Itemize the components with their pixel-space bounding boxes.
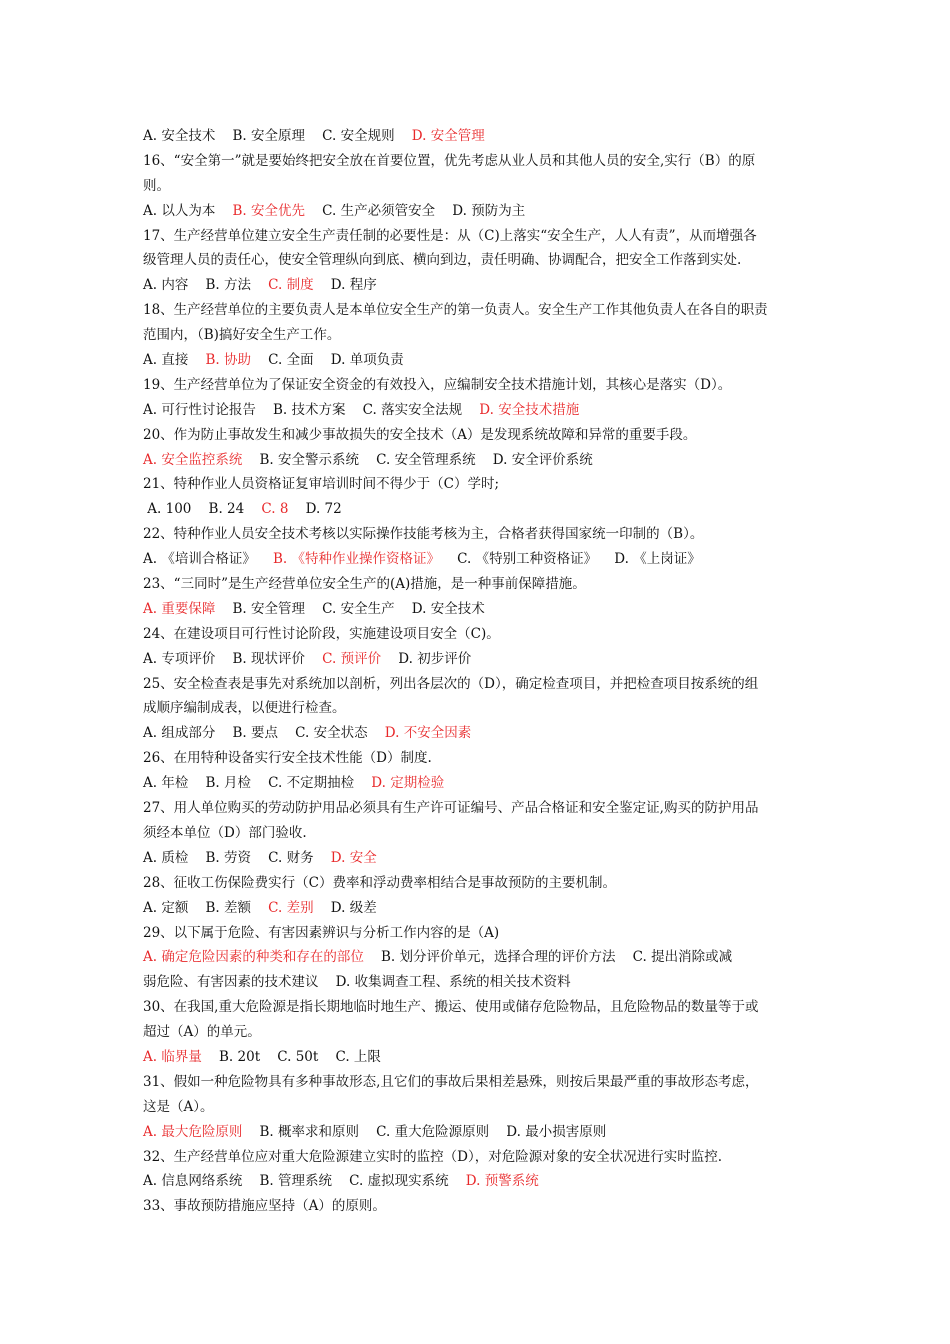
answer-text: D. 不安全因素 [384, 725, 472, 742]
text-line [143, 398, 823, 423]
text-segment: A. 内容 B. 方法 [143, 277, 269, 294]
answer-text: C. 预评价 [322, 650, 382, 667]
text-line [143, 572, 823, 597]
text-segment: B. 划分评价单元，选择合理的评价方法 C. 提出消除或减 [363, 949, 733, 966]
answer-text: A. 安全监控系统 [143, 451, 243, 468]
text-segment: 须经本单位（D）部门验收. [143, 824, 307, 841]
text-segment: C. 生产必须管安全 D. 预防为主 [305, 202, 526, 219]
text-segment: 24、在建设项目可行性讨论阶段，实施建设项目安全（C)。 [143, 625, 500, 642]
text-line [143, 323, 823, 348]
answer-text: A. 重要保障 [143, 600, 216, 617]
text-line [143, 522, 823, 547]
text-segment: 25、安全检查表是事先对系统加以剖析，列出各层次的（D），确定检查项目，并把检查项目按系统的组 [143, 675, 759, 692]
answer-text: D. 安全技术措施 [479, 401, 580, 418]
text-segment: 22、特种作业人员安全技术考核以实际操作技能考核为主，合格者获得国家统一印制的（B）。 [143, 526, 704, 543]
text-segment: A. 可行性讨论报告 B. 技术方案 C. 落实安全法规 [143, 401, 480, 418]
answer-text: B. 协助 [205, 352, 252, 369]
text-segment: D. 级差 [313, 899, 377, 916]
text-line [143, 472, 823, 497]
text-line [143, 647, 823, 672]
text-line [143, 373, 823, 398]
text-line [143, 970, 823, 995]
text-segment: A. 直接 [143, 352, 206, 369]
text-line [143, 348, 823, 373]
text-segment: B. 概率求和原则 C. 重大危险源原则 D. 最小损害原则 [242, 1123, 607, 1140]
text-segment: A. 组成部分 B. 要点 C. 安全状态 [143, 725, 385, 742]
text-line [143, 945, 823, 970]
text-segment: 弱危险、有害因素的技术建议 D. 收集调查工程、系统的相关技术资料 [143, 974, 571, 991]
text-line [143, 174, 823, 199]
text-line [143, 622, 823, 647]
text-line [143, 1169, 823, 1194]
answer-text: B. 《特种作业操作资格证》 [273, 551, 441, 568]
text-line [143, 497, 823, 522]
answer-text: D. 预警系统 [465, 1173, 539, 1190]
text-segment: 范围内，（B)搞好安全生产工作。 [143, 327, 341, 344]
answer-text: C. 制度 [268, 277, 314, 294]
text-segment: D. 初步评价 [381, 650, 472, 667]
text-segment: 27、用人单位购买的劳动防护用品必须具有生产许可证编号、产品合格证和安全鉴定证,购买的防护用品 [143, 800, 759, 817]
answer-text: A. 确定危险因素的种类和存在的部位 [143, 949, 364, 966]
text-segment: 这是（A）。 [143, 1098, 214, 1115]
text-line [143, 273, 823, 298]
text-line [143, 124, 823, 149]
text-line [143, 248, 823, 273]
text-line [143, 1194, 823, 1219]
text-segment: A. 质检 B. 劳资 C. 财务 [143, 849, 331, 866]
answer-text: B. 安全优先 [232, 202, 306, 219]
text-segment: B. 安全警示系统 C. 安全管理系统 D. 安全评价系统 [242, 451, 593, 468]
text-line [143, 1020, 823, 1045]
text-segment: 成顺序编制成表，以便进行检查。 [143, 700, 346, 717]
answer-text: D. 安全 [330, 849, 377, 866]
text-line [143, 298, 823, 323]
text-segment: B. 20t C. 50t C. 上限 [201, 1048, 381, 1065]
answer-text: D. 安全管理 [411, 128, 485, 144]
text-segment: 32、生产经营单位应对重大危险源建立实时的监控（D），对危险源对象的安全状况进行实时监控. [143, 1148, 723, 1165]
text-segment: 超过（A）的单元。 [143, 1024, 261, 1041]
text-line [143, 199, 823, 224]
text-segment: 29、以下属于危险、有害因素辨识与分析工作内容的是（A) [143, 924, 500, 941]
text-line [143, 696, 823, 721]
text-line [143, 1120, 823, 1145]
text-segment: 30、在我国,重大危险源是指长期地临时地生产、搬运、使用或储存危险物品，且危险物品的数量等于或 [143, 999, 759, 1016]
answer-text: C. 8 [261, 501, 289, 518]
answer-text: A. 临界量 [143, 1048, 202, 1065]
text-segment: A. 安全技术 B. 安全原理 C. 安全规则 [143, 128, 412, 144]
text-segment: 17、生产经营单位建立安全生产责任制的必要性是：从（C)上落实“安全生产，人人有责”，从而增强各 [143, 227, 757, 244]
text-segment: A. 定额 B. 差额 [143, 899, 269, 916]
text-line [143, 846, 823, 871]
text-segment: D. 程序 [313, 277, 377, 294]
text-line [143, 423, 823, 448]
text-line [143, 995, 823, 1020]
text-segment: 23、“三同时”是生产经营单位安全生产的(A)措施，是一种事前保障措施。 [143, 576, 586, 593]
answer-text: A. 最大危险原则 [143, 1123, 243, 1140]
text-line [143, 149, 823, 174]
text-line [143, 597, 823, 622]
text-line [143, 821, 823, 846]
answer-text: D. 定期检验 [371, 775, 445, 792]
text-segment: 20、作为防止事故发生和减少事故损失的安全技术（A）是发现系统故障和异常的重要手段。 [143, 426, 697, 443]
text-line [143, 1070, 823, 1095]
text-line [143, 921, 823, 946]
text-segment: 33、事故预防措施应坚持（A）的原则。 [143, 1198, 386, 1215]
text-segment: B. 安全管理 C. 安全生产 D. 安全技术 [215, 600, 485, 617]
text-segment: D. 72 [288, 501, 342, 518]
text-segment: A. 专项评价 B. 现状评价 [143, 650, 323, 667]
answer-text: C. 差别 [268, 899, 314, 916]
text-line [143, 896, 823, 921]
text-segment: C. 全面 D. 单项负责 [251, 352, 404, 369]
text-segment: A. 100 B. 24 [143, 501, 262, 518]
text-line [143, 448, 823, 473]
text-line [143, 547, 823, 572]
text-segment: C. 《特别工种资格证》 D. 《上岗证》 [440, 551, 701, 568]
text-segment: 19、生产经营单位为了保证安全资金的有效投入，应编制安全技术措施计划，其核心是落实（D）。 [143, 376, 732, 393]
text-line [143, 746, 823, 771]
text-line [143, 871, 823, 896]
text-segment: 21、特种作业人员资格证复审培训时间不得少于（C）学时; [143, 476, 500, 493]
text-segment: 18、生产经营单位的主要负责人是本单位安全生产的第一负责人。安全生产工作其他负责人在各自的职责 [143, 302, 768, 319]
text-segment: 31、假如一种危险物具有多种事故形态,且它们的事故后果相差悬殊，则按后果最严重的事故形态考虑， [143, 1073, 759, 1090]
text-line [143, 1145, 823, 1170]
text-segment: 则。 [143, 177, 170, 194]
text-segment: A. 以人为本 [143, 202, 233, 219]
text-segment: A. 信息网络系统 B. 管理系统 C. 虚拟现实系统 [143, 1173, 466, 1190]
text-segment: A. 年检 B. 月检 C. 不定期抽检 [143, 775, 372, 792]
text-segment: 16、“安全第一”就是要始终把安全放在首要位置，优先考虑从业人员和其他人员的安全,实行（B）的原 [143, 152, 756, 169]
text-line [143, 1095, 823, 1120]
text-line [143, 224, 823, 249]
text-line [143, 771, 823, 796]
text-segment: 级管理人员的责任心，使安全管理纵向到底、横向到边，责任明确、协调配合，把安全工作落到实处. [143, 252, 742, 269]
text-segment: 26、在用特种设备实行安全技术性能（D）制度. [143, 750, 432, 767]
text-segment: 28、征收工伤保险费实行（C）费率和浮动费率相结合是事故预防的主要机制。 [143, 874, 617, 891]
document-page [143, 124, 823, 1219]
text-line [143, 796, 823, 821]
text-segment: A. 《培训合格证》 [143, 551, 273, 568]
text-line [143, 672, 823, 697]
text-line [143, 1045, 823, 1070]
text-line [143, 721, 823, 746]
